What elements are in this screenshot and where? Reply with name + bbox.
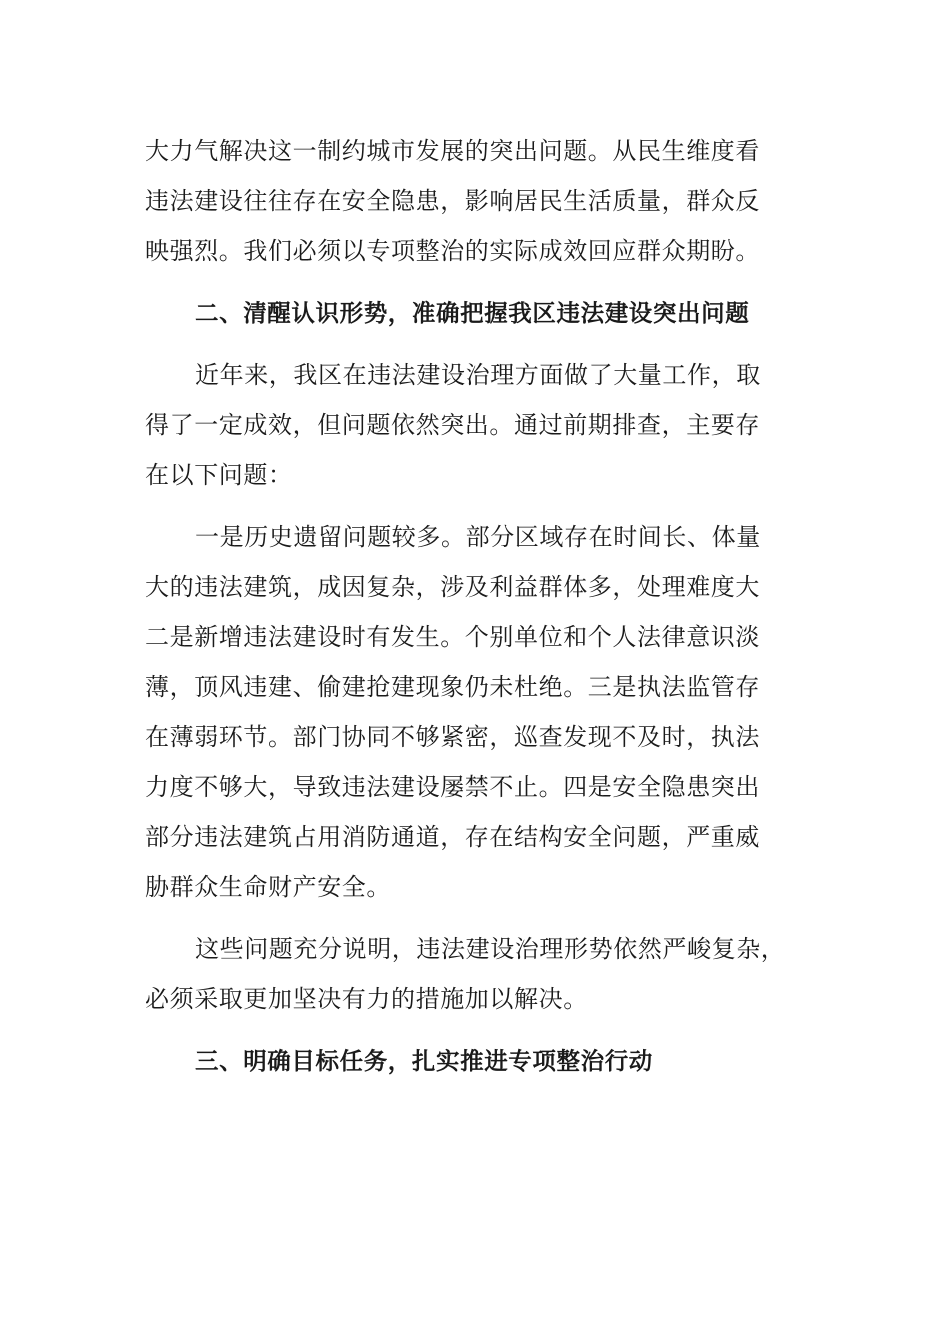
text-line: 在薄弱环节。部门协同不够紧密，巡查发现不及时，执法 [145, 723, 760, 751]
text-line: 薄，顶风违建、偷建抢建现象仍未杜绝。三是执法监管存 [145, 673, 760, 701]
text-line: 大力气解决这一制约城市发展的突出问题。从民生维度看 [145, 137, 760, 165]
text-line: 胁群众生命财产安全。 [145, 873, 391, 901]
text-line: 在以下问题： [145, 461, 293, 489]
paragraph-overview [145, 350, 835, 500]
text-line: 这些问题充分说明，违法建设治理形势依然严峻复杂， [195, 935, 786, 963]
text-line: 必须采取更加坚决有力的措施加以解决。 [145, 985, 588, 1013]
text-line: 一是历史遗留问题较多。部分区域存在时间长、体量 [195, 523, 761, 551]
document-body [145, 126, 835, 1086]
paragraph-problems [145, 512, 835, 912]
paragraph-conclusion [145, 924, 835, 1024]
text-line: 力度不够大，导致违法建设屡禁不止。四是安全隐患突出 [145, 773, 760, 801]
text-line: 大的违法建筑，成因复杂，涉及利益群体多，处理难度大 [145, 573, 760, 601]
text-line: 违法建设往往存在安全隐患，影响居民生活质量，群众反 [145, 187, 760, 215]
text-line: 映强烈。我们必须以专项整治的实际成效回应群众期盼。 [145, 237, 760, 265]
heading-text: 二、清醒认识形势，准确把握我区违法建设突出问题 [195, 299, 750, 327]
text-line: 二是新增违法建设时有发生。个别单位和个人法律意识淡 [145, 623, 760, 651]
section-heading-3 [145, 1036, 835, 1086]
text-line: 部分违法建筑占用消防通道，存在结构安全问题，严重威 [145, 823, 760, 851]
text-line: 得了一定成效，但问题依然突出。通过前期排查，主要存 [145, 411, 760, 439]
heading-text: 三、明确目标任务，扎实推进专项整治行动 [195, 1047, 653, 1075]
text-line: 近年来，我区在违法建设治理方面做了大量工作，取 [195, 361, 761, 389]
section-heading-2 [145, 288, 835, 338]
paragraph-continuation [145, 126, 835, 276]
